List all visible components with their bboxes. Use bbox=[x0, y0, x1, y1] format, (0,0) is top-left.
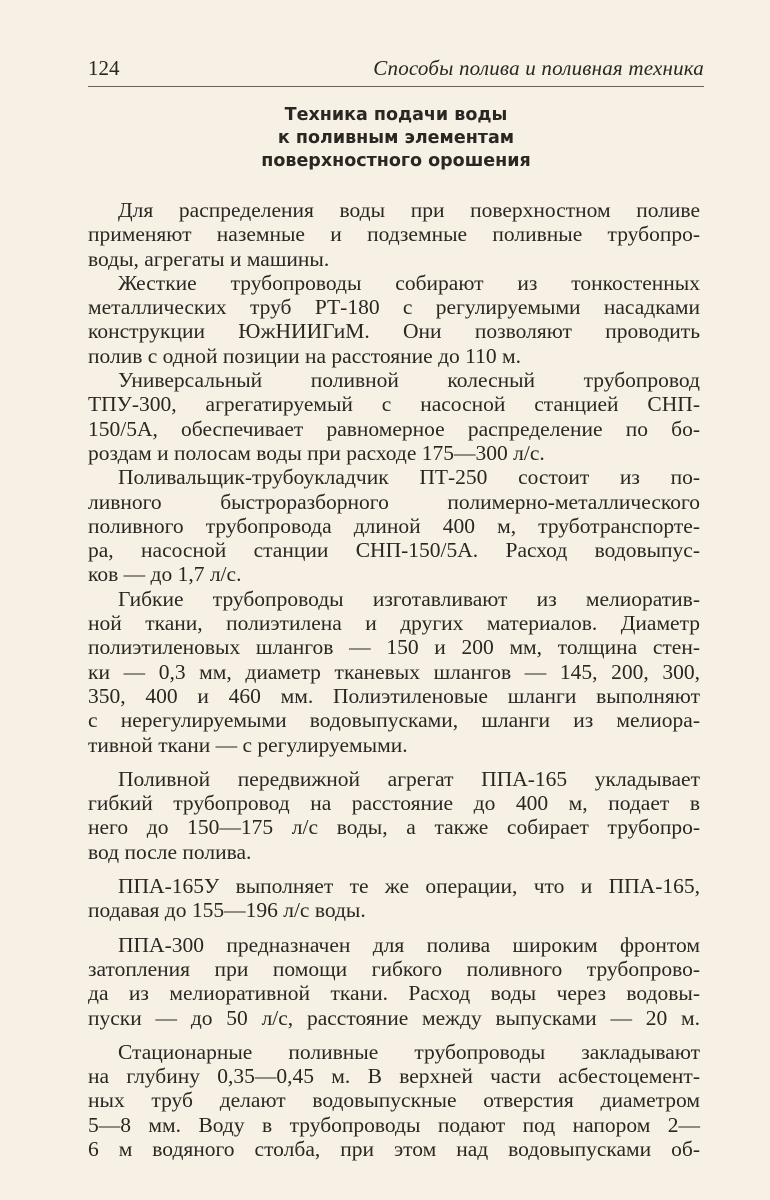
text-line: подавая до 155—196 л/с воды. bbox=[88, 898, 366, 923]
header-divider bbox=[88, 86, 704, 87]
text-line: поливного трубопровода длиной 400 м, труботранспорте- bbox=[88, 513, 700, 538]
paragraph bbox=[88, 198, 700, 271]
text-line: применяют наземные и подземные поливные трубопро- bbox=[88, 222, 700, 247]
text-line: металлических труб РТ-180 с регулируемыми насадками bbox=[88, 295, 700, 320]
paragraph bbox=[88, 767, 700, 864]
text-line: ливного быстроразборного полимерно-металлического bbox=[88, 489, 700, 514]
text-line: затопления при помощи гибкого поливного трубопрово- bbox=[88, 956, 700, 981]
text-line: ной ткани, полиэтилена и других материалов. Диаметр bbox=[88, 611, 700, 636]
section-title-line: к поливным элементам bbox=[277, 128, 515, 148]
paragraph bbox=[88, 271, 700, 368]
text-line: Для распределения воды при поверхностном поливе bbox=[118, 198, 700, 222]
text-line: Поливной передвижной агрегат ППА-165 укладывает bbox=[118, 766, 700, 791]
section-title-line: поверхностного орошения bbox=[261, 151, 531, 171]
text-line: 150/5А, обеспечивает равномерное распределение по бо- bbox=[88, 416, 700, 441]
text-line: ных труб делают водовыпускные отверстия диаметром bbox=[88, 1088, 700, 1113]
text-line: с нерегулируемыми водовыпусками, шланги из мелиора- bbox=[88, 708, 700, 733]
text-line: полиэтиленовых шлангов — 150 и 200 мм, толщина стен- bbox=[88, 635, 700, 660]
running-title: Способы полива и поливная техника bbox=[373, 56, 704, 80]
text-line: полив с одной позиции на расстояние до 110 м. bbox=[88, 343, 521, 368]
section-title bbox=[88, 104, 704, 173]
text-line: Поливальщик-трубоукладчик ПТ-250 состоит из по- bbox=[118, 465, 700, 490]
body-text bbox=[88, 198, 700, 1161]
text-line: пуски — до 50 л/с, расстояние между выпусками — 20 м. bbox=[88, 1005, 700, 1030]
text-line: ППА-300 предназначен для полива широким фронтом bbox=[118, 932, 700, 957]
text-line: ки — 0,3 мм, диаметр тканевых шлангов — 145, 200, 300, bbox=[88, 659, 700, 684]
paragraph bbox=[88, 933, 700, 1030]
page-number: 124 bbox=[88, 56, 120, 80]
paragraph bbox=[88, 1040, 700, 1161]
paragraph-spacer bbox=[88, 757, 700, 767]
text-line: ТПУ-300, агрегатируемый с насосной станцией СНП- bbox=[88, 392, 700, 417]
text-line: воды, агрегаты и машины. bbox=[88, 246, 330, 271]
paragraph bbox=[88, 587, 700, 757]
text-line: конструкции ЮжНИИГиМ. Они позволяют проводить bbox=[88, 319, 700, 344]
text-line: гибкий трубопровод на расстояние до 400 м, подает в bbox=[88, 791, 700, 816]
paragraph-spacer bbox=[88, 864, 700, 874]
text-line: да из мелиоративной ткани. Расход воды через водовы- bbox=[88, 981, 700, 1006]
page-header bbox=[88, 56, 704, 86]
text-line: вод после полива. bbox=[88, 839, 252, 864]
text-line: ков — до 1,7 л/с. bbox=[88, 562, 242, 587]
paragraph bbox=[88, 874, 700, 923]
text-line: роздам и полосам воды при расходе 175—300 л/с. bbox=[88, 440, 545, 465]
section-title-line: Техника подачи воды bbox=[284, 105, 508, 125]
text-line: 350, 400 и 460 мм. Полиэтиленовые шланги выполняют bbox=[88, 683, 700, 708]
text-line: ра, насосной станции СНП-150/5А. Расход водовыпус- bbox=[88, 538, 700, 563]
text-line: 6 м водяного столба, при этом над водовыпусками об- bbox=[88, 1136, 700, 1161]
text-line: ППА-165У выполняет те же операции, что и ППА-165, bbox=[118, 874, 700, 899]
text-line: Стационарные поливные трубопроводы закладывают bbox=[118, 1039, 700, 1064]
paragraph bbox=[88, 465, 700, 586]
text-line: Жесткие трубопроводы собирают из тонкостенных bbox=[118, 270, 700, 295]
paragraph bbox=[88, 368, 700, 465]
paragraph-spacer bbox=[88, 1030, 700, 1040]
text-line: Универсальный поливной колесный трубопровод bbox=[118, 368, 700, 393]
text-line: на глубину 0,35—0,45 м. В верхней части асбестоцемент- bbox=[88, 1064, 700, 1089]
text-line: тивной ткани — с регулируемыми. bbox=[88, 732, 408, 757]
text-line: 5—8 мм. Воду в трубопроводы подают под напором 2— bbox=[88, 1112, 700, 1137]
text-line: него до 150—175 л/с воды, а также собирает трубопро- bbox=[88, 815, 700, 840]
text-line: Гибкие трубопроводы изготавливают из мелиоратив- bbox=[118, 586, 700, 611]
paragraph-spacer bbox=[88, 923, 700, 933]
